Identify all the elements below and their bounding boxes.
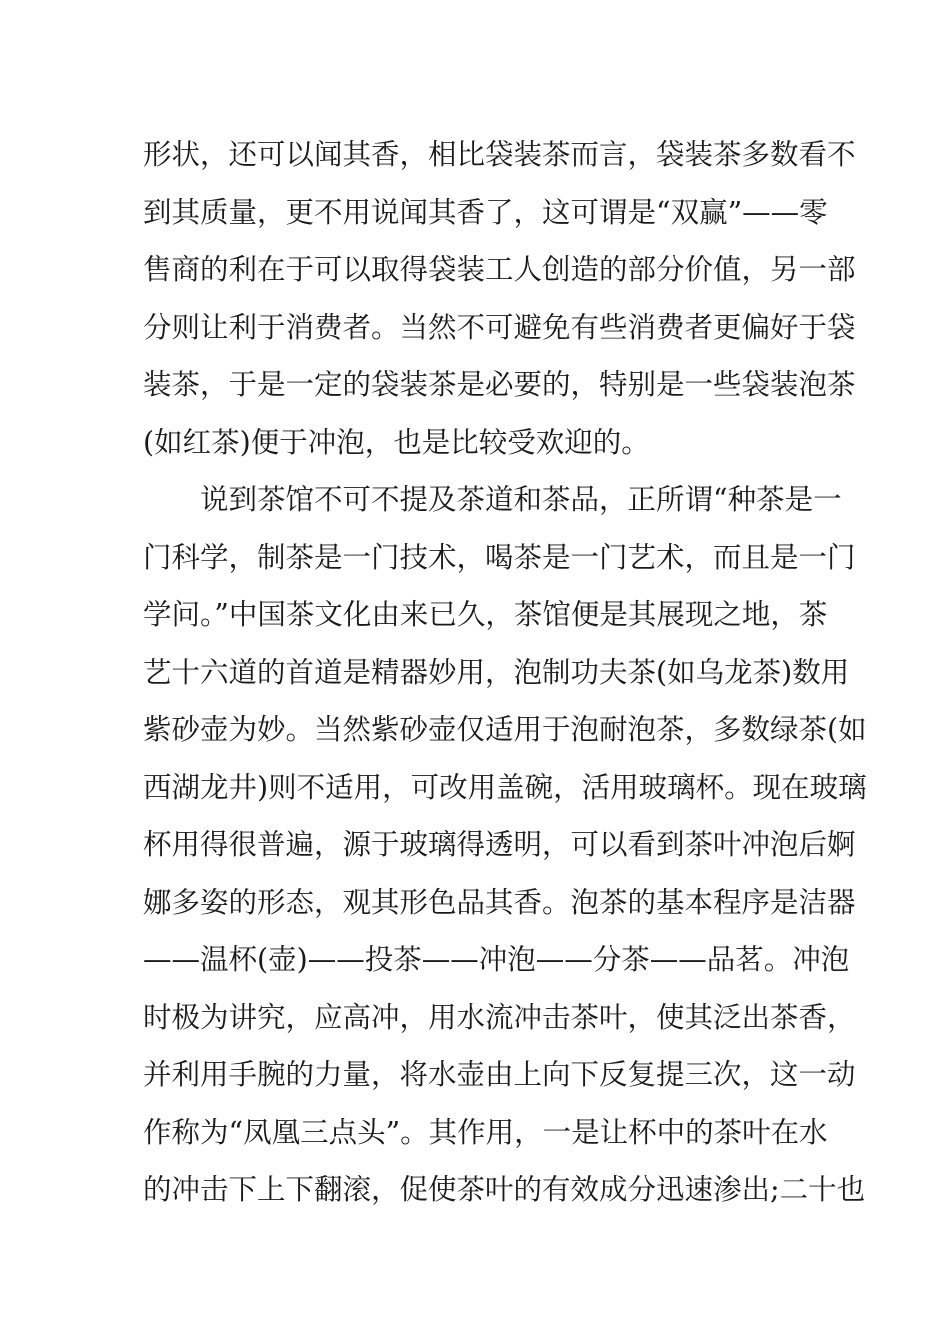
text-line: 售商的利在于可以取得袋装工人创造的部分价值，另一部 <box>143 253 856 286</box>
text-line: 装茶，于是一定的袋装茶是必要的，特别是一些袋装泡茶 <box>143 368 856 401</box>
text-line: 并利用手腕的力量，将水壶由上向下反复提三次，这一动 <box>143 1058 856 1091</box>
text-line: 娜多姿的形态，观其形色品其香。泡茶的基本程序是洁器 <box>143 885 856 919</box>
text-line: 说到茶馆不可不提及茶道和茶品，正所谓“种茶是一 <box>200 483 842 516</box>
text-line: 紫砂壶为妙。当然紫砂壶仅适用于泡耐泡茶，多数绿茶(如 <box>143 713 867 746</box>
text-line: 作称为“凤凰三点头”。其作用，一是让杯中的茶叶在水 <box>143 1115 828 1149</box>
text-line: 形状，还可以闻其香，相比袋装茶而言，袋装茶多数看不 <box>143 138 856 171</box>
text-line: 时极为讲究，应高冲，用水流冲击茶叶，使其泛出茶香， <box>143 1000 856 1034</box>
body-text <box>143 126 867 1219</box>
text-line: 的冲击下上下翻滚，促使茶叶的有效成分迅速渗出;二十也 <box>143 1173 866 1206</box>
text-line: 分则让利于消费者。当然不可避免有些消费者更偏好于袋 <box>143 310 856 344</box>
text-line: ——温杯(壶)——投茶——冲泡——分茶——品茗。冲泡 <box>143 943 850 976</box>
text-line: 艺十六道的首道是精器妙用，泡制功夫茶(如乌龙茶)数用 <box>143 655 850 689</box>
paragraph-2 <box>143 471 867 1219</box>
text-line: 杯用得很普遍，源于玻璃得透明，可以看到茶叶冲泡后婀 <box>143 828 856 861</box>
paragraph-1 <box>143 126 856 471</box>
text-line: 到其质量，更不用说闻其香了，这可谓是“双赢”——零 <box>143 195 828 229</box>
text-line: 学问。”中国茶文化由来已久，茶馆便是其展现之地，茶 <box>143 598 828 631</box>
text-line: (如红茶)便于冲泡，也是比较受欢迎的。 <box>143 425 650 459</box>
text-line: 西湖龙井)则不适用，可改用盖碗，活用玻璃杯。现在玻璃 <box>143 770 867 804</box>
text-line: 门科学，制茶是一门技术，喝茶是一门艺术，而且是一门 <box>143 540 856 574</box>
